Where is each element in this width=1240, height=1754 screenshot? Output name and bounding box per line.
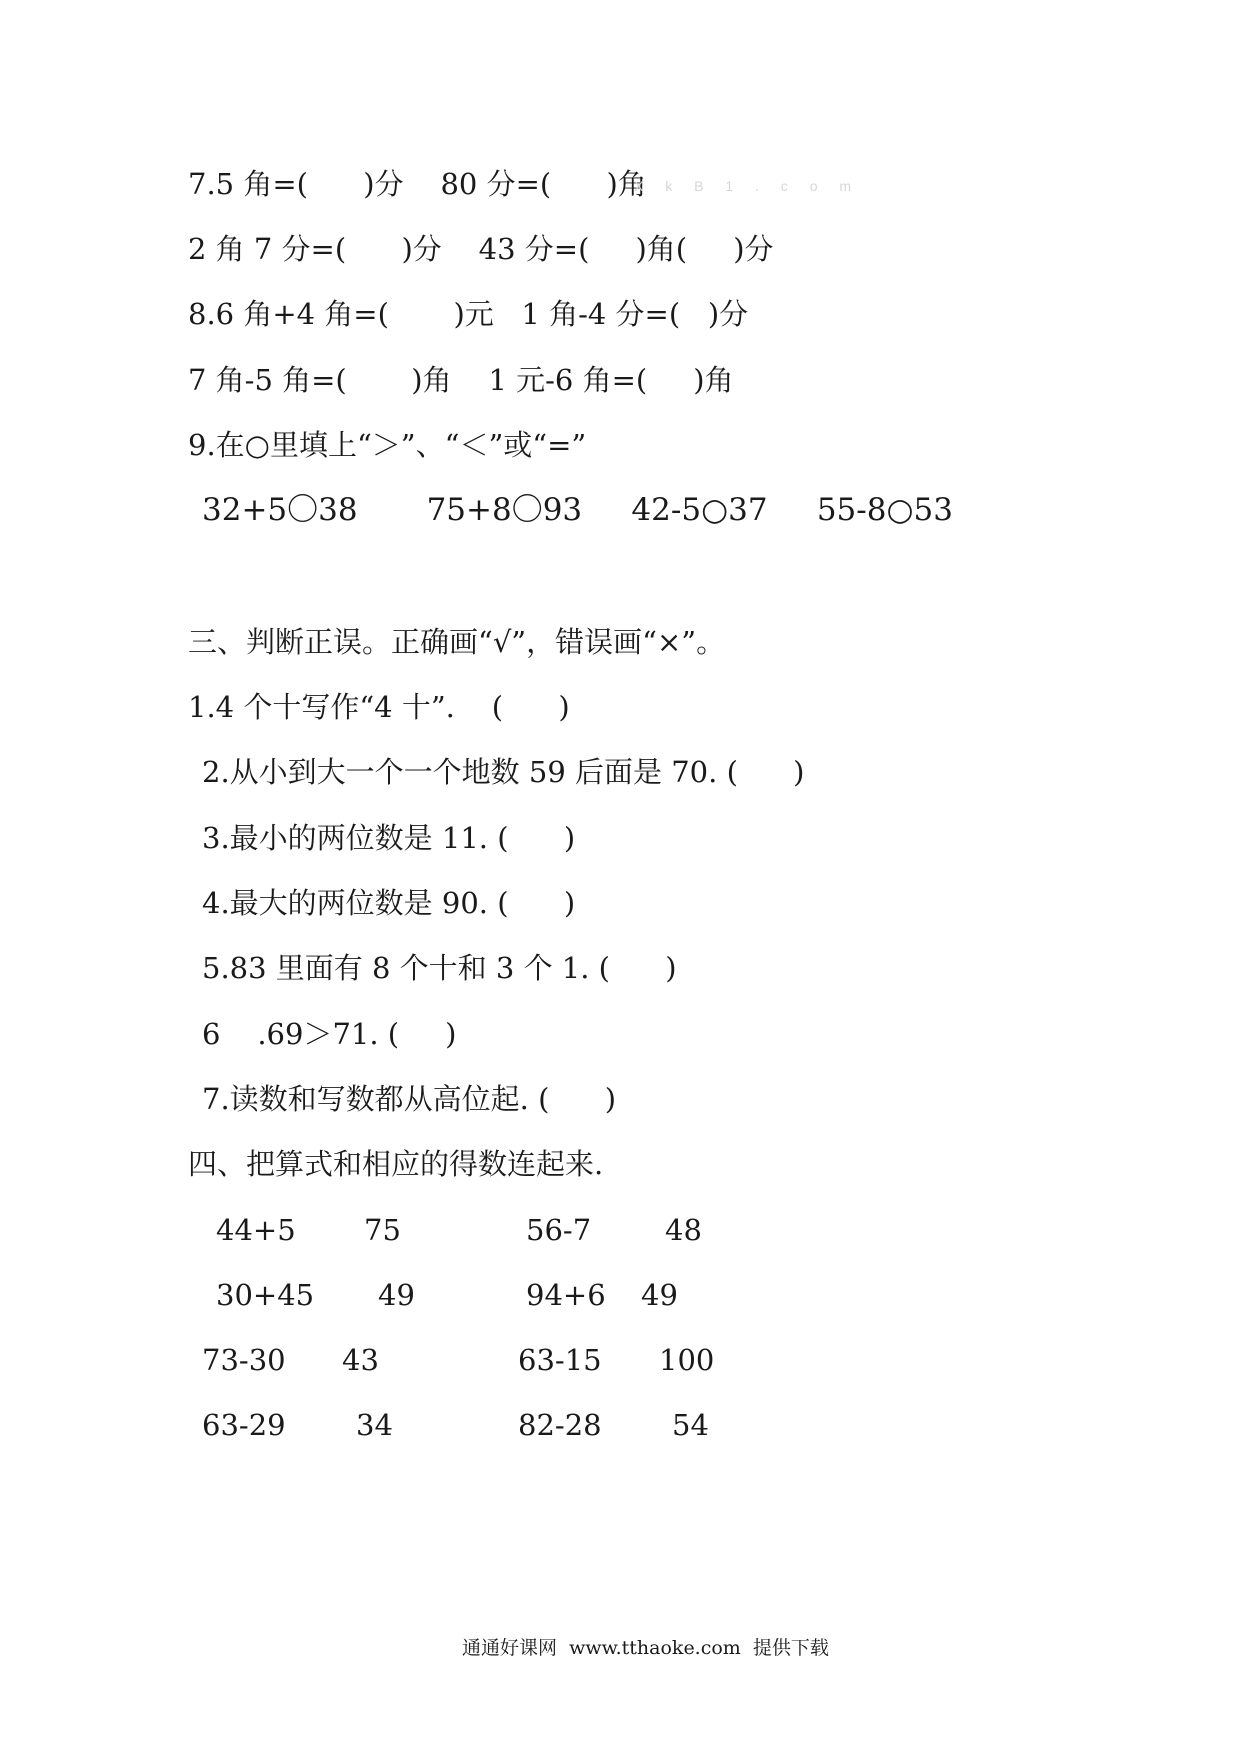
result-cell: 75	[364, 1213, 401, 1247]
judgement-item-2: 2.从小到大一个一个地数 59 后面是 70. ( )	[202, 755, 805, 789]
expression-cell: 44+5	[216, 1213, 296, 1247]
watermark: X k B 1 . c o m	[634, 178, 861, 194]
money-conversion-line-2: 2 角 7 分=( )分 43 分=( )角( )分	[188, 232, 774, 266]
section-4-title: 四、把算式和相应的得数连起来.	[188, 1147, 604, 1181]
judgement-item-5: 5.83 里面有 8 个十和 3 个 1. ( )	[202, 951, 677, 985]
result-cell: 100	[659, 1343, 715, 1377]
money-conversion-line-3: 8.6 角+4 角=( )元 1 角-4 分=( )分	[188, 297, 749, 331]
result-cell: 49	[641, 1278, 678, 1312]
expression-cell: 63-15	[518, 1343, 602, 1377]
expression-cell: 63-29	[202, 1408, 286, 1442]
judgement-item-3: 3.最小的两位数是 11. ( )	[202, 821, 576, 855]
result-cell: 48	[665, 1213, 702, 1247]
result-cell: 54	[672, 1408, 709, 1442]
result-cell: 43	[342, 1343, 379, 1377]
money-conversion-line-1: 7.5 角=( )分 80 分=( )角	[188, 167, 647, 201]
question-9-comparisons: 32+5〇38 75+8〇93 42-5○37 55-8○53	[202, 492, 953, 528]
result-cell: 34	[356, 1408, 393, 1442]
result-cell: 49	[378, 1278, 415, 1312]
money-conversion-line-4: 7 角-5 角=( )角 1 元-6 角=( )角	[188, 363, 734, 397]
section-3-title: 三、判断正误。正确画“√”，错误画“×”。	[188, 625, 726, 659]
expression-cell: 56-7	[526, 1213, 592, 1247]
expression-cell: 82-28	[518, 1408, 602, 1442]
judgement-item-4: 4.最大的两位数是 90. ( )	[202, 886, 576, 920]
judgement-item-7: 7.读数和写数都从高位起. ( )	[202, 1082, 617, 1116]
question-9-instruction: 9.在○里填上“＞”、“＜”或“=”	[188, 428, 587, 462]
expression-cell: 73-30	[202, 1343, 286, 1377]
page-footer: 通通好课网 www.tthaoke.com 提供下载	[462, 1637, 829, 1659]
judgement-item-6: 6 .69＞71. ( )	[202, 1017, 457, 1051]
expression-cell: 30+45	[216, 1278, 315, 1312]
judgement-item-1: 1.4 个十写作“4 十”. ( )	[188, 690, 570, 724]
expression-cell: 94+6	[526, 1278, 606, 1312]
